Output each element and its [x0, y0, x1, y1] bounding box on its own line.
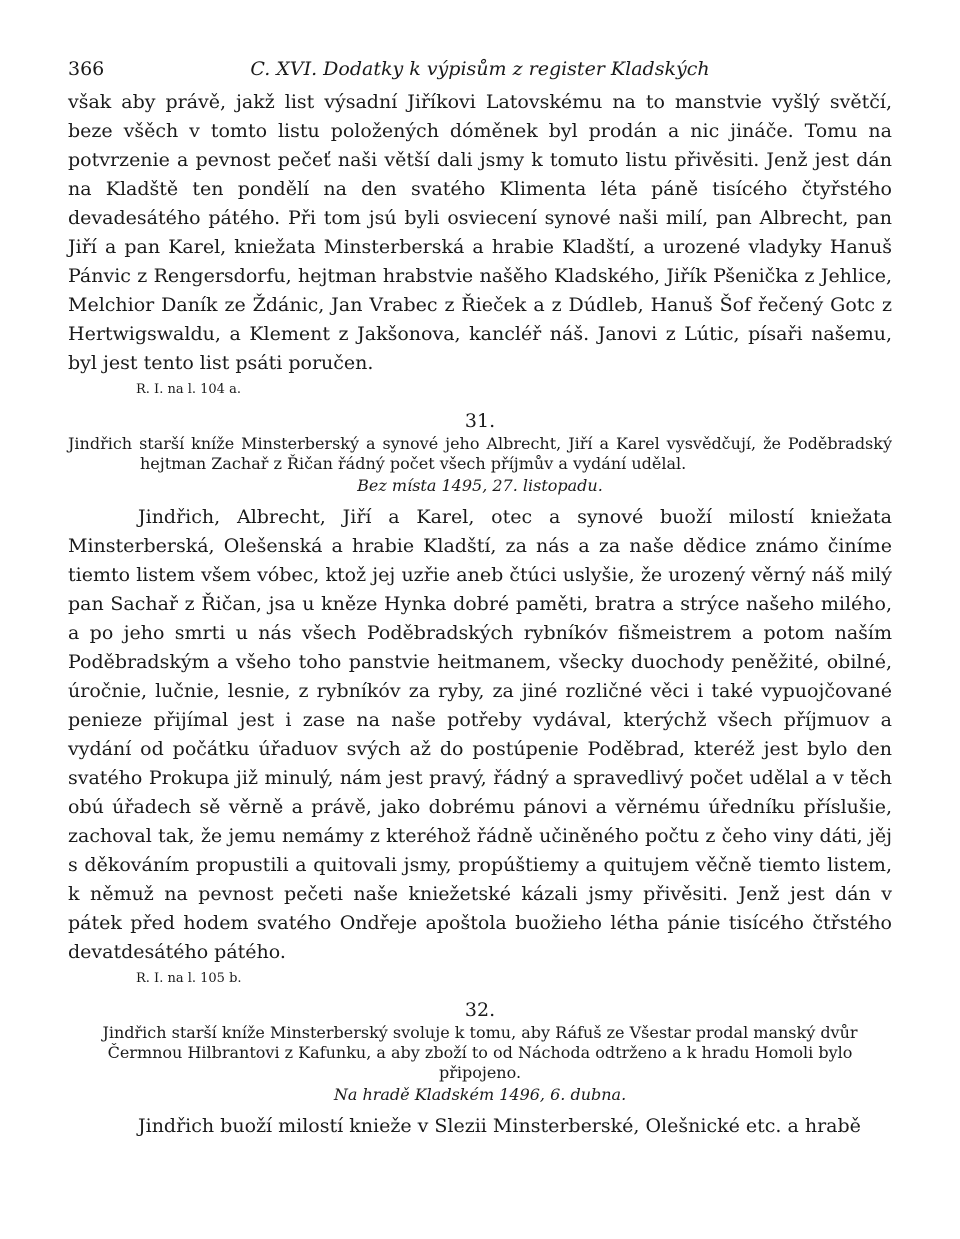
- document-number: 32.: [464, 999, 496, 1021]
- running-title: C. XVI. Dodatky k výpisům z register Kladských: [250, 58, 710, 80]
- running-head: [68, 58, 892, 88]
- document-dating: Bez místa 1495, 27. listopadu.: [357, 476, 603, 495]
- source-reference: R. I. na l. 105 b.: [136, 971, 242, 986]
- page-number: 366: [68, 58, 105, 80]
- document-text: Jindřich, Albrecht, Jiří a Karel, otec a synové buoží milostí kniežata Minsterberská, Olešenská a hrabie Kladští, za nás a za naše dědice známo činíme tiemto listem všem vóbec, ktož jej uzřie aneb čtúci uslyšie, že urozený věrný náš milý pan Sachař z Řičan, jsa u kněze Hynka dobré paměti, bratra a strýce našeho milého, a po jeho smrti u nás všech Poděbradských rybníkóv fišmeistrem a potom naším Poděbradským a všeho toho panstvie heitmanem, všecky duochody peněžité, obilné, úročnie, lučnie, lesnie, z rybníkóv za ryby, za jiné rozličné věci i také vypuojčované penieze přijímal jest i zase na naše potřeby vydával, kterýchž všech příjmuov a vydání od počátku úřaduov svých až do postúpenie Poděbrad, kteréž jest bylo den svatého Prokupa již minulý, nám jest pravý, řádný a spravedlivý počet udělal a v těch obú úřadech sě věrně a právě, jako dobrému pánovi a věrnému úředníku příslušie, zachoval tak, že jemu nemámy z kteréhož řádně učiněného počtu z čeho viny dáti, jěj s děkováním propustili a quitovali jsmy, propúštiemy a quitujem věčně tiemto listem, k němuž na pevnost pečeti naše kniežetské kázali jsmy přivěsiti. Jenž jest dán v pátek před hodem svatého Ondřeje apoštola buožieho létha pánie tisícého čtřstého devatdesátého pátého.: [68, 506, 892, 963]
- document-regest: Jindřich starší kníže Minsterberský svoluje k tomu, aby Ráfuš ze Všestar prodal manský dvůr Čermnou Hilbrantovi z Kafunku, a aby zboží to od Náchoda odtrženo a k hradu Homoli bylo připojeno.: [102, 1023, 858, 1082]
- source-reference: R. I. na l. 104 a.: [136, 382, 241, 397]
- document-text: Jindřich buoží milostí knieže v Slezii Minsterberské, Olešnické etc. a hrabě: [138, 1115, 861, 1137]
- document-regest: Jindřich starší kníže Minsterberský a synové jeho Albrecht, Jiří a Karel vysvědčují, že Poděbradský hejtman Zachař z Řičan řádný počet všech příjmův a vydání udělal.: [68, 434, 892, 473]
- document-number: 31.: [464, 410, 496, 432]
- document-dating: Na hradě Kladském 1496, 6. dubna.: [333, 1085, 627, 1104]
- continuation-text: však aby právě, jakž list výsadní Jiříkovi Latovskému na to manstvie vyšlý světčí, beze všěch v tomto listu položených dóměnek byl prodán a nic jináče. Tomu na potvrzenie a pevnost pečeť naši větší dali jsmy k tomuto listu přivěsiti. Jenž jest dán na Kladště ten pondělí na den svatého Klimenta léta páně tisícého čtyřstého devadesátého pátého. Při tom jsú byli osviecení synové naši milí, pan Albrecht, pan Jiří a pan Karel, kniežata Minsterberská a hrabie Kladští, a urozené vladyky Hanuš Pánvic z Rengersdorfu, hejtman hrabstvie našěho Kladského, Jiřík Pšenička z Jehlice, Melchior Daník ze Ždánic, Jan Vrabec z Řieček a z Dúdleb, Hanuš Šof řečený Gotc z Hertwigswaldu, a Klement z Jakšonova, kancléř náš. Janovi z Lútic, písaři našemu, byl jest tento list psáti poručen.: [68, 91, 892, 374]
